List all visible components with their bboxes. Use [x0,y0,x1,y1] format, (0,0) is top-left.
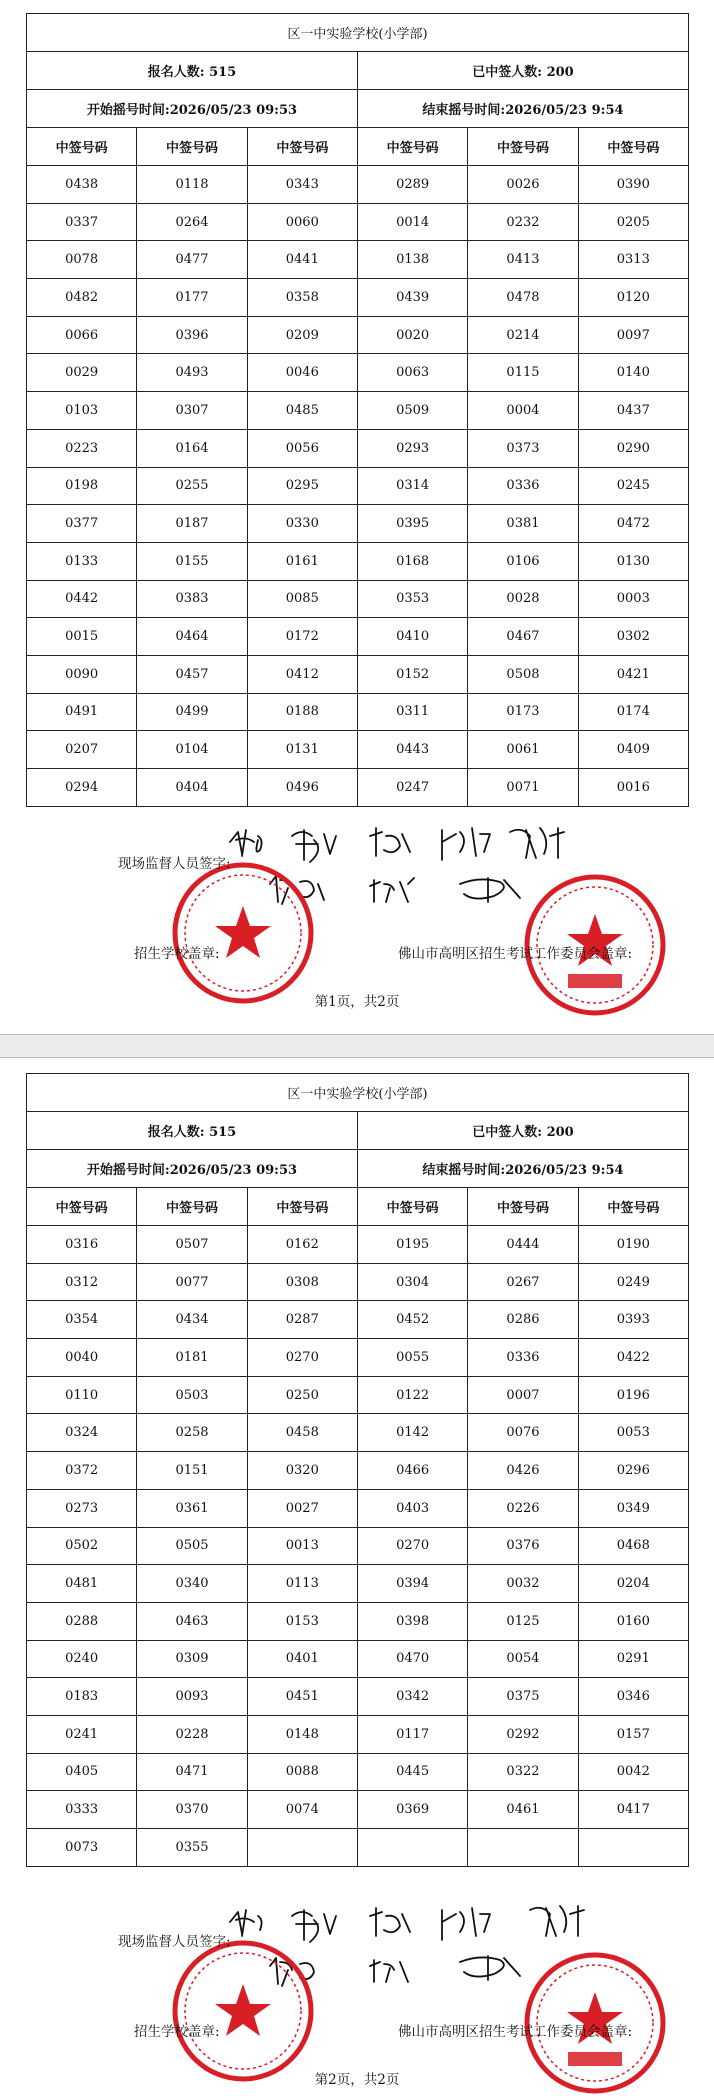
lottery-number-cell: 0336 [468,467,578,505]
lottery-number-cell: 0377 [27,505,137,543]
lottery-number-cell: 0013 [247,1527,357,1565]
lottery-number-cell: 0463 [137,1602,247,1640]
table-row [27,354,689,392]
lottery-number-cell: 0346 [578,1678,688,1716]
lottery-number-cell: 0333 [27,1791,137,1829]
school-stamp-label: 招生学校盖章: [134,2024,220,2040]
lottery-number-cell: 0369 [357,1791,467,1829]
lottery-number-cell: 0439 [357,279,467,317]
lottery-number-cell: 0245 [578,467,688,505]
table-row [27,467,689,505]
lottery-number-cell: 0467 [468,618,578,656]
draw-end-time: 结束摇号时间:2026/05/23 9:54 [357,1150,688,1188]
lottery-number-cell [357,1829,467,1867]
lottery-number-cell: 0103 [27,392,137,430]
school-title: 区一中实验学校(小学部) [27,1074,689,1112]
table-row [27,1791,689,1829]
table-row [27,392,689,430]
lottery-number-cell: 0055 [357,1339,467,1377]
lottery-number-cell: 0003 [578,580,688,618]
lottery-number-cell: 0174 [578,693,688,731]
lottery-number-cell: 0148 [247,1715,357,1753]
lottery-number-cell: 0375 [468,1678,578,1716]
table-row [27,1452,689,1490]
lottery-number-cell: 0090 [27,655,137,693]
table-row [27,316,689,354]
column-header: 中签号码 [578,128,688,166]
lottery-number-cell: 0004 [468,392,578,430]
lottery-number-cell: 0029 [27,354,137,392]
lottery-number-cell: 0273 [27,1489,137,1527]
lottery-number-cell: 0314 [357,467,467,505]
lottery-number-cell: 0312 [27,1263,137,1301]
lottery-number-cell: 0294 [27,769,137,807]
table-row [27,1640,689,1678]
lottery-number-cell: 0270 [357,1527,467,1565]
lottery-number-cell: 0122 [357,1376,467,1414]
lottery-number-cell: 0398 [357,1602,467,1640]
lottery-number-cell: 0053 [578,1414,688,1452]
lottery-number-cell: 0383 [137,580,247,618]
lottery-number-cell: 0452 [357,1301,467,1339]
header-row [27,1188,689,1226]
lottery-number-cell: 0296 [578,1452,688,1490]
lottery-number-cell: 0505 [137,1527,247,1565]
table-row [27,1527,689,1565]
lottery-number-cell: 0223 [27,429,137,467]
lottery-number-cell: 0074 [247,1791,357,1829]
lottery-number-cell: 0478 [468,279,578,317]
lottery-number-cell: 0104 [137,731,247,769]
lottery-number-cell: 0496 [247,769,357,807]
lottery-number-cell: 0118 [137,166,247,204]
lottery-number-cell: 0390 [578,166,688,204]
column-header: 中签号码 [578,1188,688,1226]
table-row [27,769,689,807]
lottery-number-cell: 0155 [137,542,247,580]
lottery-number-cell: 0290 [578,429,688,467]
lottery-number-cell [578,1829,688,1867]
lottery-number-cell: 0470 [357,1640,467,1678]
lottery-number-cell: 0361 [137,1489,247,1527]
title-row [27,14,689,52]
lottery-number-cell: 0172 [247,618,357,656]
table-row [27,1678,689,1716]
lottery-number-cell: 0353 [357,580,467,618]
lottery-number-cell: 0190 [578,1226,688,1264]
lottery-number-cell: 0093 [137,1678,247,1716]
lottery-number-cell: 0443 [357,731,467,769]
lottery-number-cell: 0085 [247,580,357,618]
table-row [27,166,689,204]
lottery-number-cell: 0249 [578,1263,688,1301]
table-row [27,1376,689,1414]
lottery-number-cell: 0472 [578,505,688,543]
draw-start-time: 开始摇号时间:2026/05/23 09:53 [27,1150,358,1188]
lottery-number-cell: 0295 [247,467,357,505]
lottery-number-cell: 0115 [468,354,578,392]
school-seal-icon [168,858,318,1008]
lottery-number-cell: 0444 [468,1226,578,1264]
lottery-number-cell: 0336 [468,1339,578,1377]
lottery-number-cell [468,1829,578,1867]
lottery-number-cell: 0458 [247,1414,357,1452]
lottery-number-cell: 0461 [468,1791,578,1829]
lottery-number-cell: 0468 [578,1527,688,1565]
lottery-number-cell: 0422 [578,1339,688,1377]
column-header: 中签号码 [247,1188,357,1226]
lottery-number-cell: 0138 [357,241,467,279]
column-header: 中签号码 [27,128,137,166]
lottery-number-cell: 0016 [578,769,688,807]
page-separator [0,1034,714,1058]
document-page-1 [0,0,714,1034]
time-row [27,1150,689,1188]
lottery-number-cell: 0073 [27,1829,137,1867]
lottery-number-cell: 0151 [137,1452,247,1490]
lottery-number-cell: 0324 [27,1414,137,1452]
school-stamp-label: 招生学校盖章: [134,946,220,962]
lottery-number-cell: 0125 [468,1602,578,1640]
lottery-number-cell: 0507 [137,1226,247,1264]
lottery-number-cell: 0195 [357,1226,467,1264]
lottery-number-cell: 0508 [468,655,578,693]
column-header: 中签号码 [137,128,247,166]
lottery-number-cell: 0417 [578,1791,688,1829]
table-row [27,542,689,580]
page-number: 第1页，共2页 [314,994,400,1010]
table-row [27,1414,689,1452]
lottery-number-cell: 0349 [578,1489,688,1527]
table-row [27,1339,689,1377]
lottery-number-cell: 0355 [137,1829,247,1867]
lottery-number-cell: 0343 [247,166,357,204]
lottery-number-cell: 0293 [357,429,467,467]
lottery-number-cell: 0451 [247,1678,357,1716]
table-row [27,731,689,769]
lottery-number-cell: 0140 [578,354,688,392]
lottery-number-cell: 0131 [247,731,357,769]
column-header: 中签号码 [357,1188,467,1226]
lottery-number-cell: 0485 [247,392,357,430]
lottery-number-cell: 0162 [247,1226,357,1264]
table-row [27,1226,689,1264]
lottery-number-cell: 0061 [468,731,578,769]
lottery-number-cell: 0316 [27,1226,137,1264]
lottery-number-cell: 0370 [137,1791,247,1829]
lottery-number-cell: 0152 [357,655,467,693]
lottery-number-cell: 0412 [247,655,357,693]
table-row [27,1301,689,1339]
lottery-number-cell: 0106 [468,542,578,580]
lottery-number-cell: 0264 [137,203,247,241]
column-header: 中签号码 [468,128,578,166]
lottery-number-cell: 0027 [247,1489,357,1527]
lottery-number-cell: 0028 [468,580,578,618]
lottery-number-cell: 0477 [137,241,247,279]
lottery-number-cell: 0434 [137,1301,247,1339]
signature-section [0,818,714,1018]
lottery-number-cell: 0267 [468,1263,578,1301]
table-row [27,1263,689,1301]
lottery-number-cell: 0207 [27,731,137,769]
lottery-number-cell: 0482 [27,279,137,317]
lottery-number-cell: 0286 [468,1301,578,1339]
lottery-number-cell: 0120 [578,279,688,317]
lottery-number-cell: 0396 [137,316,247,354]
lottery-number-cell: 0313 [578,241,688,279]
lottery-number-cell: 0441 [247,241,357,279]
lottery-number-cell: 0393 [578,1301,688,1339]
lottery-number-cell: 0205 [578,203,688,241]
lottery-number-cell: 0354 [27,1301,137,1339]
lottery-number-cell: 0071 [468,769,578,807]
lottery-number-cell: 0060 [247,203,357,241]
school-title: 区一中实验学校(小学部) [27,14,689,52]
lottery-number-cell: 0309 [137,1640,247,1678]
lottery-number-cell: 0289 [357,166,467,204]
lottery-number-cell: 0153 [247,1602,357,1640]
signature-section [0,1896,714,2096]
title-row [27,1074,689,1112]
draw-end-time: 结束摇号时间:2026/05/23 9:54 [357,90,688,128]
applicant-count: 报名人数: 515 [27,1112,358,1150]
lottery-number-cell: 0188 [247,693,357,731]
header-row [27,128,689,166]
lottery-number-cell [247,1829,357,1867]
lottery-number-cell: 0376 [468,1527,578,1565]
lottery-number-cell: 0288 [27,1602,137,1640]
lottery-number-cell: 0133 [27,542,137,580]
lottery-number-cell: 0241 [27,1715,137,1753]
supervisor-signature-label: 现场监督人员签字: [118,856,231,872]
lottery-number-cell: 0247 [357,769,467,807]
column-header: 中签号码 [137,1188,247,1226]
column-header: 中签号码 [468,1188,578,1226]
selected-count: 已中签人数: 200 [357,52,688,90]
lottery-number-cell: 0177 [137,279,247,317]
lottery-number-cell: 0160 [578,1602,688,1640]
lottery-number-cell: 0250 [247,1376,357,1414]
supervisor-signature-label: 现场监督人员签字: [118,1934,231,1950]
lottery-number-cell: 0373 [468,429,578,467]
lottery-number-cell: 0130 [578,542,688,580]
lottery-number-cell: 0020 [357,316,467,354]
column-header: 中签号码 [247,128,357,166]
lottery-number-cell: 0358 [247,279,357,317]
selected-count: 已中签人数: 200 [357,1112,688,1150]
lottery-number-cell: 0342 [357,1678,467,1716]
lottery-number-cell: 0056 [247,429,357,467]
page-number: 第2页，共2页 [314,2072,400,2088]
table-row [27,1489,689,1527]
count-row [27,52,689,90]
lottery-number-cell: 0164 [137,429,247,467]
lottery-number-cell: 0209 [247,316,357,354]
table-row [27,580,689,618]
lottery-number-cell: 0292 [468,1715,578,1753]
lottery-number-cell: 0481 [27,1565,137,1603]
lottery-number-cell: 0014 [357,203,467,241]
lottery-number-cell: 0240 [27,1640,137,1678]
lottery-number-cell: 0410 [357,618,467,656]
lottery-number-cell: 0287 [247,1301,357,1339]
lottery-number-cell: 0464 [137,618,247,656]
document-page-2 [0,1058,714,2092]
table-row [27,655,689,693]
lottery-number-cell: 0232 [468,203,578,241]
lottery-number-cell: 0372 [27,1452,137,1490]
lottery-number-cell: 0340 [137,1565,247,1603]
lottery-number-cell: 0161 [247,542,357,580]
table-row [27,618,689,656]
lottery-number-cell: 0426 [468,1452,578,1490]
lottery-number-cell: 0097 [578,316,688,354]
lottery-number-cell: 0015 [27,618,137,656]
lottery-number-cell: 0394 [357,1565,467,1603]
lottery-number-cell: 0509 [357,392,467,430]
lottery-number-cell: 0007 [468,1376,578,1414]
lottery-result-table [26,13,689,807]
time-row [27,90,689,128]
lottery-number-cell: 0503 [137,1376,247,1414]
lottery-number-cell: 0066 [27,316,137,354]
lottery-number-cell: 0214 [468,316,578,354]
lottery-number-cell: 0337 [27,203,137,241]
table-row [27,241,689,279]
lottery-number-cell: 0413 [468,241,578,279]
lottery-number-cell: 0270 [247,1339,357,1377]
lottery-number-cell: 0032 [468,1565,578,1603]
lottery-number-cell: 0042 [578,1753,688,1791]
table-row [27,693,689,731]
lottery-number-cell: 0401 [247,1640,357,1678]
table-row [27,1565,689,1603]
lottery-result-table [26,1073,689,1867]
committee-stamp-label: 佛山市高明区招生考试工作委员会盖章: [398,2024,633,2040]
lottery-number-cell: 0204 [578,1565,688,1603]
column-header: 中签号码 [357,128,467,166]
table-row [27,203,689,241]
lottery-number-cell: 0502 [27,1527,137,1565]
table-row [27,1829,689,1867]
lottery-number-cell: 0466 [357,1452,467,1490]
lottery-number-cell: 0196 [578,1376,688,1414]
lottery-number-cell: 0445 [357,1753,467,1791]
lottery-number-cell: 0088 [247,1753,357,1791]
lottery-number-cell: 0187 [137,505,247,543]
lottery-number-cell: 0493 [137,354,247,392]
lottery-number-cell: 0405 [27,1753,137,1791]
lottery-number-cell: 0226 [468,1489,578,1527]
lottery-number-cell: 0491 [27,693,137,731]
lottery-number-cell: 0026 [468,166,578,204]
lottery-number-cell: 0307 [137,392,247,430]
lottery-number-cell: 0040 [27,1339,137,1377]
lottery-number-cell: 0198 [27,467,137,505]
lottery-number-cell: 0054 [468,1640,578,1678]
lottery-number-cell: 0046 [247,354,357,392]
lottery-number-cell: 0499 [137,693,247,731]
lottery-number-cell: 0381 [468,505,578,543]
draw-start-time: 开始摇号时间:2026/05/23 09:53 [27,90,358,128]
lottery-number-cell: 0395 [357,505,467,543]
table-row [27,505,689,543]
lottery-number-cell: 0078 [27,241,137,279]
committee-stamp-label: 佛山市高明区招生考试工作委员会盖章: [398,946,633,962]
lottery-number-cell: 0157 [578,1715,688,1753]
table-row [27,279,689,317]
lottery-number-cell: 0403 [357,1489,467,1527]
lottery-number-cell: 0077 [137,1263,247,1301]
lottery-number-cell: 0255 [137,467,247,505]
lottery-number-cell: 0330 [247,505,357,543]
lottery-number-cell: 0117 [357,1715,467,1753]
lottery-number-cell: 0302 [578,618,688,656]
lottery-number-cell: 0457 [137,655,247,693]
lottery-number-cell: 0322 [468,1753,578,1791]
count-row [27,1112,689,1150]
lottery-number-cell: 0173 [468,693,578,731]
lottery-number-cell: 0471 [137,1753,247,1791]
lottery-number-cell: 0063 [357,354,467,392]
lottery-number-cell: 0442 [27,580,137,618]
lottery-number-cell: 0110 [27,1376,137,1414]
lottery-number-cell: 0311 [357,693,467,731]
column-header: 中签号码 [27,1188,137,1226]
lottery-number-cell: 0168 [357,542,467,580]
lottery-number-cell: 0404 [137,769,247,807]
lottery-number-cell: 0304 [357,1263,467,1301]
table-row [27,1602,689,1640]
lottery-number-cell: 0181 [137,1339,247,1377]
lottery-number-cell: 0320 [247,1452,357,1490]
lottery-number-cell: 0142 [357,1414,467,1452]
lottery-number-cell: 0183 [27,1678,137,1716]
lottery-number-cell: 0113 [247,1565,357,1603]
lottery-number-cell: 0421 [578,655,688,693]
lottery-number-cell: 0258 [137,1414,247,1452]
lottery-number-cell: 0228 [137,1715,247,1753]
lottery-number-cell: 0308 [247,1263,357,1301]
table-row [27,429,689,467]
lottery-number-cell: 0409 [578,731,688,769]
lottery-number-cell: 0291 [578,1640,688,1678]
table-row [27,1715,689,1753]
school-seal-icon [168,1936,318,2086]
lottery-number-cell: 0437 [578,392,688,430]
table-row [27,1753,689,1791]
lottery-number-cell: 0076 [468,1414,578,1452]
applicant-count: 报名人数: 515 [27,52,358,90]
lottery-number-cell: 0438 [27,166,137,204]
